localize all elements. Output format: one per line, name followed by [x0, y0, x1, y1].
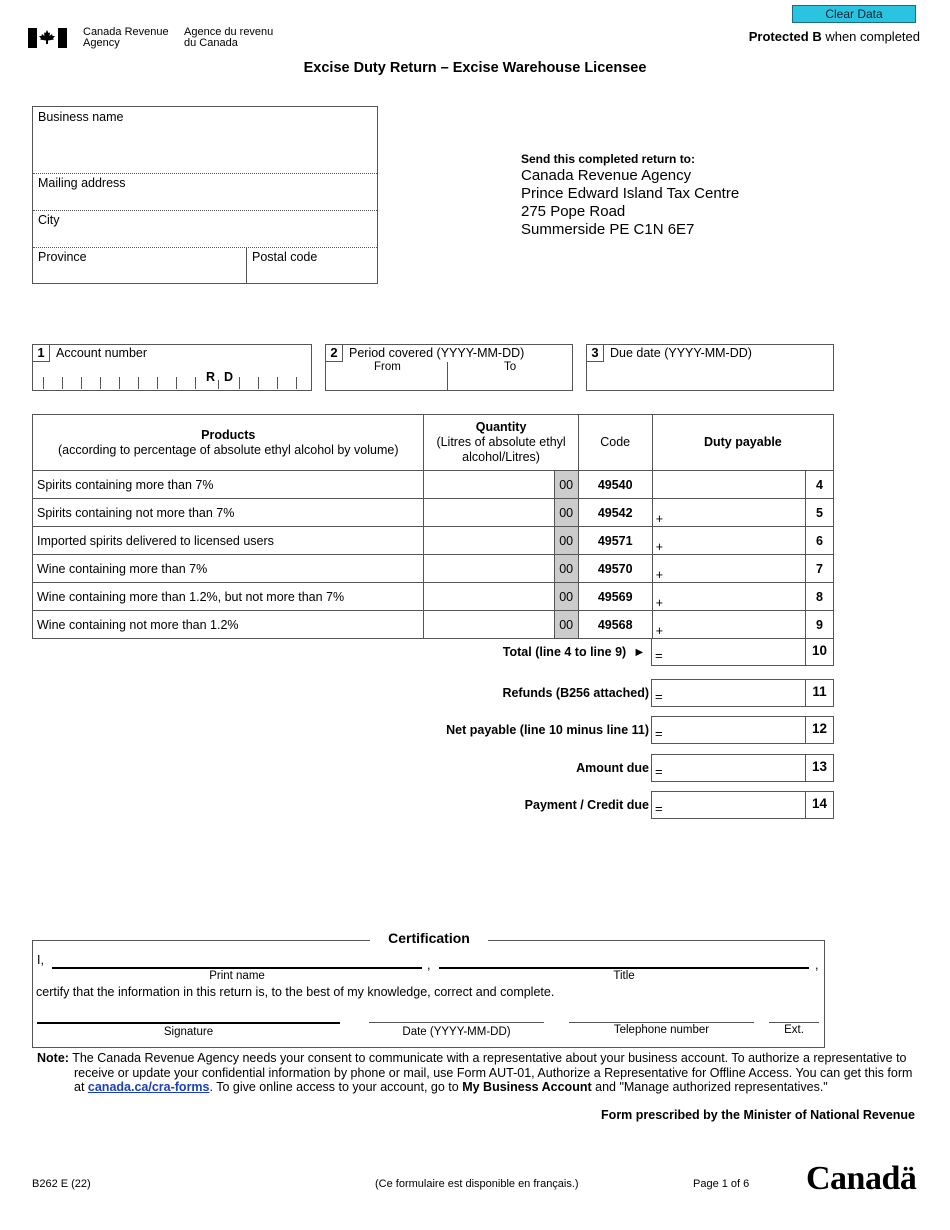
payment-credit-label: Payment / Credit due	[524, 798, 649, 812]
amount-due-field[interactable]: = 13	[651, 754, 834, 782]
duty-payable-input[interactable]: +	[652, 583, 805, 611]
print-name-input[interactable]	[52, 967, 422, 969]
quantity-input[interactable]	[424, 527, 554, 555]
code-header: Code	[578, 415, 652, 471]
agency-name-fr: Agence du revenu du Canada	[184, 26, 274, 49]
title-input[interactable]	[439, 967, 809, 969]
products-table	[32, 414, 834, 639]
period-covered-field: 2 Period covered (YYYY-MM-DD) From To	[325, 344, 573, 391]
quantity-input[interactable]	[424, 555, 554, 583]
table-row: Wine containing more than 7% 00 49570 + 7	[33, 555, 834, 583]
total-field[interactable]: = 10	[651, 638, 834, 666]
date-input[interactable]	[369, 1022, 544, 1023]
prescribed-text: Form prescribed by the Minister of National Revenue	[601, 1108, 915, 1122]
duty-payable-header: Duty payable	[652, 415, 833, 471]
city-field[interactable]: City	[38, 213, 60, 227]
cra-forms-link[interactable]: canada.ca/cra-forms	[87, 1080, 210, 1094]
signature-input[interactable]	[37, 1022, 340, 1024]
duty-payable-input[interactable]: +	[652, 527, 805, 555]
form-id: B262 E (22)	[32, 1178, 91, 1190]
certification-title: Certification	[370, 930, 488, 946]
mailing-address-field[interactable]: Mailing address	[38, 176, 126, 190]
duty-payable-input[interactable]	[652, 471, 805, 499]
arrow-right-icon: ►	[633, 645, 646, 659]
province-field[interactable]: Province	[33, 247, 247, 284]
table-row: Spirits containing not more than 7% 00 49542 + 5	[33, 499, 834, 527]
note-text: Note: The Canada Revenue Agency needs your consent to communicate with a representative about your business account. To authorize a representative to receive or update your confidential information by phone or mail, use Form AUT-01, Authorize a Representative for Offline Access. You can get this form at canada.ca/cra-forms. To give online access to your account, go to My Business Account and "Manage authorized representatives."	[37, 1051, 913, 1094]
period-from-label: From	[374, 361, 401, 373]
protected-label: Protected B when completed	[748, 29, 920, 44]
clear-data-button[interactable]: Clear Data	[792, 5, 916, 23]
french-availability: (Ce formulaire est disponible en français.)	[375, 1178, 579, 1190]
business-address-box	[32, 106, 378, 284]
telephone-input[interactable]	[569, 1022, 754, 1023]
due-date-field[interactable]: 3 Due date (YYYY-MM-DD)	[586, 344, 834, 391]
canada-flag-icon	[28, 28, 68, 48]
period-from-input[interactable]	[326, 362, 447, 390]
duty-payable-input[interactable]: +	[652, 499, 805, 527]
duty-payable-input[interactable]: +	[652, 611, 805, 639]
quantity-header: Quantity (Litres of absolute ethyl alcohol/Litres)	[424, 415, 578, 471]
duty-payable-input[interactable]: +	[652, 555, 805, 583]
refunds-label: Refunds (B256 attached)	[502, 686, 649, 700]
business-name-field[interactable]: Business name	[38, 110, 124, 124]
net-payable-label: Net payable (line 10 minus line 11)	[446, 723, 649, 737]
payment-credit-field[interactable]: = 14	[651, 791, 834, 819]
canada-wordmark-logo: Canadä	[806, 1160, 917, 1197]
net-payable-field[interactable]: = 12	[651, 716, 834, 744]
quantity-input[interactable]	[424, 611, 554, 639]
certification-statement: certify that the information in this return is, to the best of my knowledge, correct and complete.	[36, 985, 555, 999]
postal-code-field[interactable]: Postal code	[252, 250, 318, 264]
period-to-input[interactable]	[448, 362, 572, 390]
products-header: Products (according to percentage of absolute ethyl alcohol by volume)	[33, 415, 424, 471]
send-to-address: Send this completed return to: Canada Revenue Agency Prince Edward Island Tax Centre 275 Pope Road Summerside PE C1N 6E7	[521, 152, 740, 238]
quantity-input[interactable]	[424, 499, 554, 527]
refunds-field[interactable]: = 11	[651, 679, 834, 707]
quantity-input[interactable]	[424, 583, 554, 611]
account-number-field[interactable]: 1 Account number R D	[32, 344, 312, 391]
ext-input[interactable]	[769, 1022, 819, 1023]
form-title: Excise Duty Return – Excise Warehouse Licensee	[303, 60, 647, 76]
quantity-input[interactable]	[424, 471, 554, 499]
table-row: Imported spirits delivered to licensed users 00 49571 + 6	[33, 527, 834, 555]
amount-due-label: Amount due	[576, 761, 649, 775]
page-number: Page 1 of 6	[693, 1178, 750, 1190]
table-row: Wine containing not more than 1.2% 00 49568 + 9	[33, 611, 834, 639]
table-row: Spirits containing more than 7% 00 49540 4	[33, 471, 834, 499]
total-label: Total (line 4 to line 9) ►	[502, 645, 646, 659]
period-to-label: To	[504, 361, 517, 373]
table-row: Wine containing more than 1.2%, but not more than 7% 00 49569 + 8	[33, 583, 834, 611]
agency-name-en: Canada Revenue Agency	[83, 26, 169, 49]
